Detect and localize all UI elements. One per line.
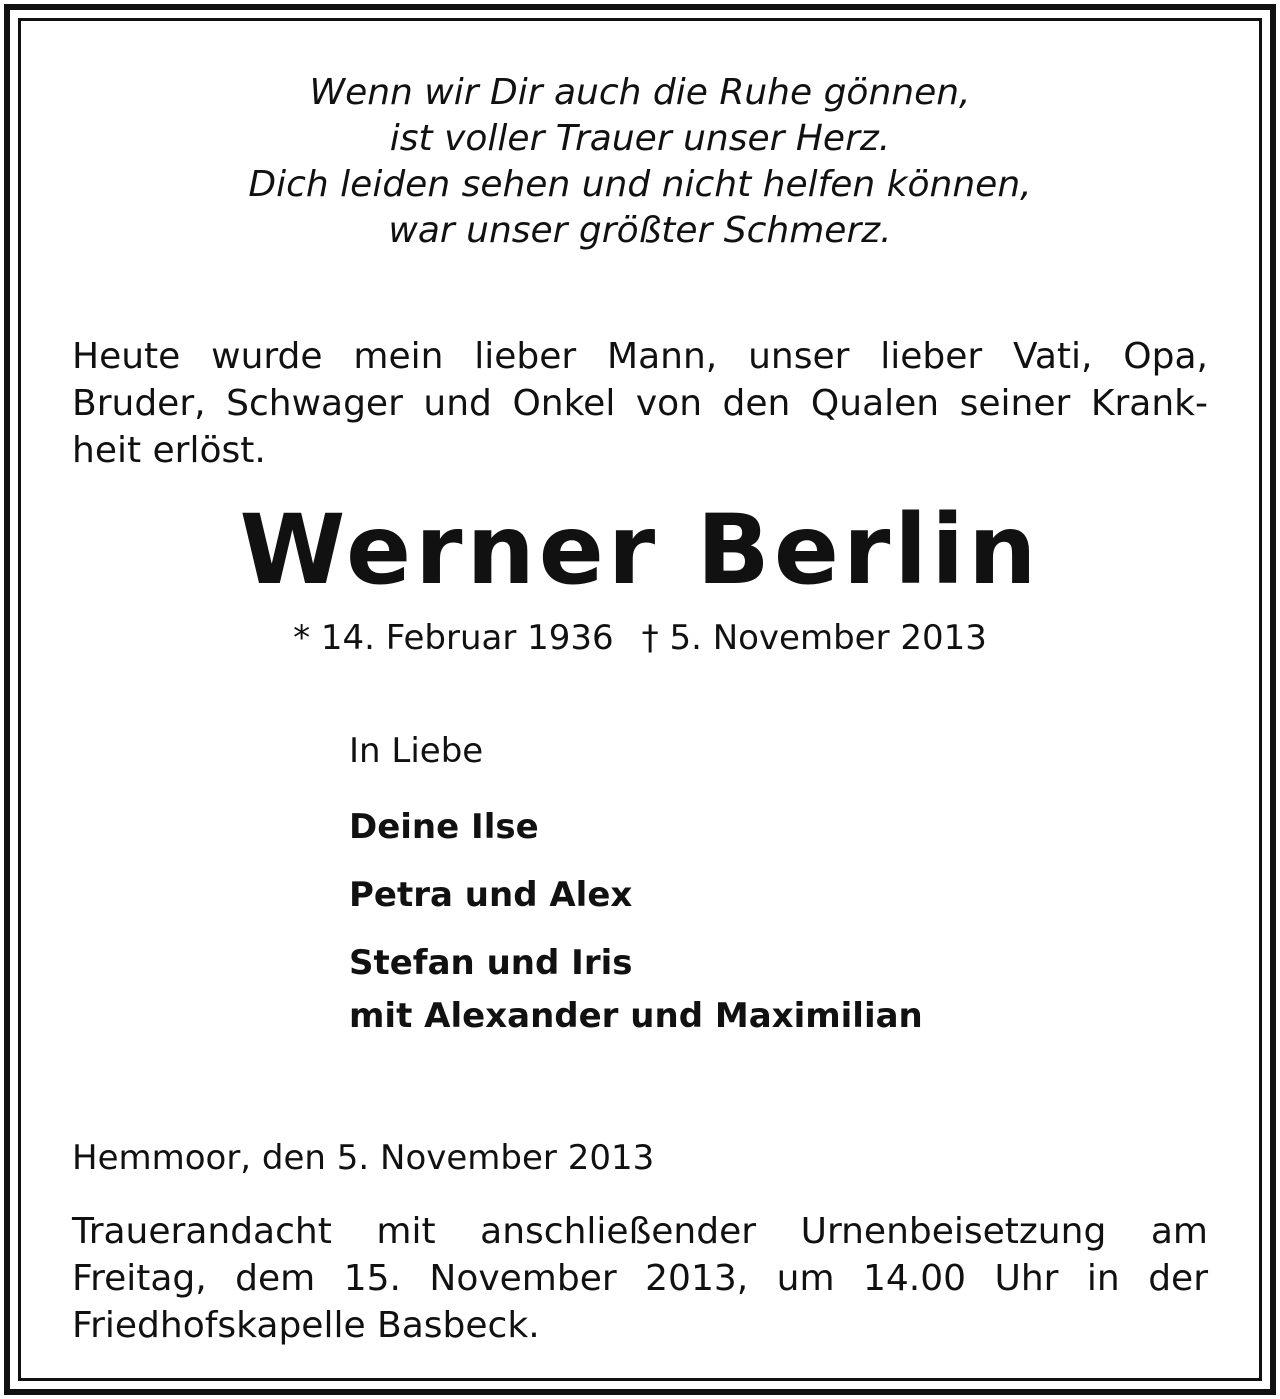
life-dates — [0, 615, 1280, 661]
greeting: In Liebe — [349, 731, 484, 771]
family-member: Petra und Alex — [349, 875, 633, 915]
family-member: Deine Ilse — [349, 807, 539, 847]
family-signature — [349, 728, 1249, 1036]
service-line: Trauerandacht mit anschließender Urnenbeisetzung am — [72, 1211, 1208, 1252]
poem-line: Dich leiden sehen und nicht helfen können, — [248, 164, 1032, 205]
service-info — [72, 1208, 1208, 1349]
poem-line: ist voller Trauer unser Herz. — [389, 118, 891, 159]
intro-text — [72, 333, 1208, 474]
deceased-name: Werner Berlin — [239, 494, 1041, 606]
birth-date: * 14. Februar 1936 — [293, 618, 614, 658]
poem-line: war unser größter Schmerz. — [388, 210, 892, 251]
service-line: Freitag, dem 15. November 2013, um 14.00 Uhr in der — [72, 1258, 1208, 1299]
poem-line: Wenn wir Dir auch die Ruhe gönnen, — [309, 72, 971, 113]
family-member: mit Alexander und Maximilian — [349, 996, 923, 1036]
intro-line: Heute wurde mein lieber Mann, unser lieber Vati, Opa, — [72, 336, 1208, 377]
poem — [0, 70, 1280, 254]
family-member: Stefan und Iris — [349, 943, 633, 983]
death-date: † 5. November 2013 — [641, 618, 987, 658]
place-and-date: Hemmoor, den 5. November 2013 — [72, 1138, 655, 1178]
intro-line: Bruder, Schwager und Onkel von den Qualen seiner Krank- — [72, 383, 1208, 424]
intro-line: heit erlöst. — [72, 430, 266, 471]
service-line: Friedhofskapelle Basbeck. — [72, 1305, 540, 1346]
